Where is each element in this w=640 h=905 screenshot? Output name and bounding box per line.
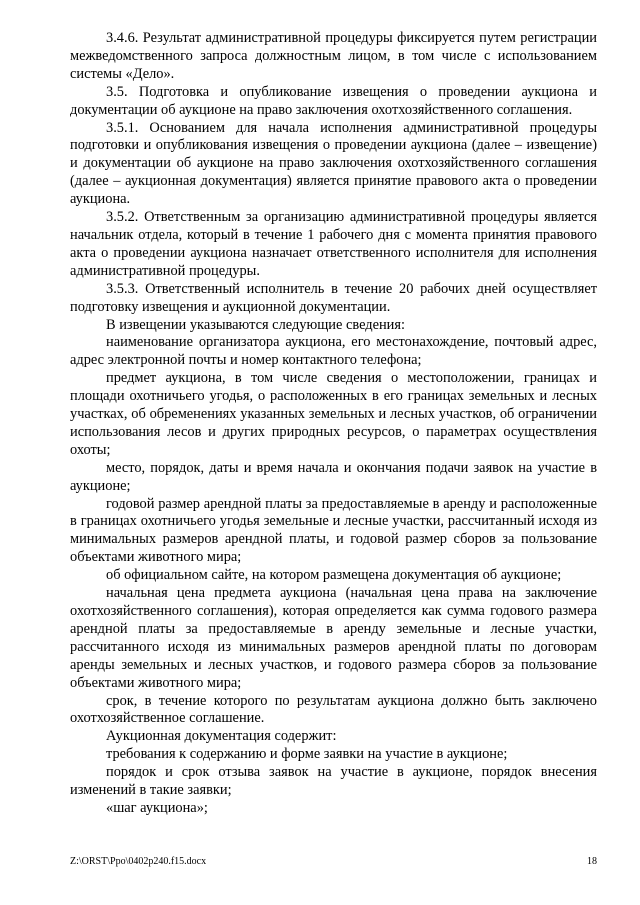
paragraph-3-5-3: 3.5.3. Ответственный исполнитель в течение 20 рабочих дней осуществляет подготовку извещения и аукционной документации. (70, 280, 597, 315)
paragraph-3-5-1: 3.5.1. Основанием для начала исполнения административной процедуры подготовки и опубликования извещения о проведении аукциона (далее – извещение) и документации об аукционе на право заключения охотхозяйственного соглашения (далее – аукционная документация) является принятие правового акта о проведении аукциона. (70, 119, 597, 208)
notice-item-organizer: наименование организатора аукциона, его местонахождение, почтовый адрес, адрес электронной почты и номер контактного телефона; (70, 334, 597, 369)
footer-file-path: Z:\ORST\Ppo\0402p240.f15.docx (70, 856, 207, 867)
documentation-item-auction-step: «шаг аукциона»; (106, 799, 208, 816)
documentation-item-requirements: требования к содержанию и форме заявки на участие в аукционе; (106, 746, 508, 763)
documentation-contents-intro: Аукционная документация содержит: (106, 728, 337, 745)
notice-item-subject: предмет аукциона, в том числе сведения о местоположении, границах и площади охотничьего угодья, о расположенных в его границах земельных и лесных участках, об обременениях указанных земельных и лесных участков, об ограничении использования лесов и других природных ресурсов, о параметрах осуществления охоты; (70, 370, 597, 458)
notice-item-official-site: об официальном сайте, на котором размещена документация об аукционе; (106, 567, 562, 584)
page-number: 18 (587, 856, 597, 867)
notice-item-application-dates: место, порядок, даты и время начала и окончания подачи заявок на участие в аукционе; (70, 459, 597, 494)
notice-item-agreement-term: срок, в течение которого по результатам аукциона должно быть заключено охотхозяйственное соглашение. (70, 692, 597, 727)
notice-item-annual-rent: годовой размер арендной платы за предоставляемые в аренду и расположенные в границах охотничьего угодья земельные и лесные участки, рассчитанный исходя из минимальных размеров арендной платы, и годовой размер сборов за пользование объектами животного мира; (70, 495, 597, 566)
documentation-item-withdrawal: порядок и срок отзыва заявок на участие в аукционе, порядок внесения изменений в такие заявки; (70, 764, 597, 799)
notice-contents-intro: В извещении указываются следующие сведения: (106, 316, 406, 333)
notice-item-starting-price: начальная цена предмета аукциона (начальная цена права на заключение охотхозяйственного соглашения), которая определяется как сумма годового размера арендной платы за предоставляемые в аренду земельные и лесные участки, рассчитанного исходя из минимальных размеров арендной платы по договорам аренды земельных и лесных участков, и годового размера сборов за пользование объектами животного мира; (70, 585, 597, 691)
paragraph-3-5-2: 3.5.2. Ответственным за организацию административной процедуры является начальник отдела, который в течение 1 рабочего дня с момента принятия правового акта о проведении аукциона назначает ответственного исполнителя для исполнения административной процедуры. (70, 209, 597, 279)
paragraph-3-4-6: 3.4.6. Результат административной процедуры фиксируется путем регистрации межведомственного запроса должностным лицом, в том числе с использованием системы «Дело». (70, 30, 597, 82)
document-page (70, 30, 597, 818)
paragraph-3-5: 3.5. Подготовка и опубликование извещения о проведении аукциона и документации об аукционе на право заключения охотхозяйственного соглашения. (70, 83, 597, 118)
